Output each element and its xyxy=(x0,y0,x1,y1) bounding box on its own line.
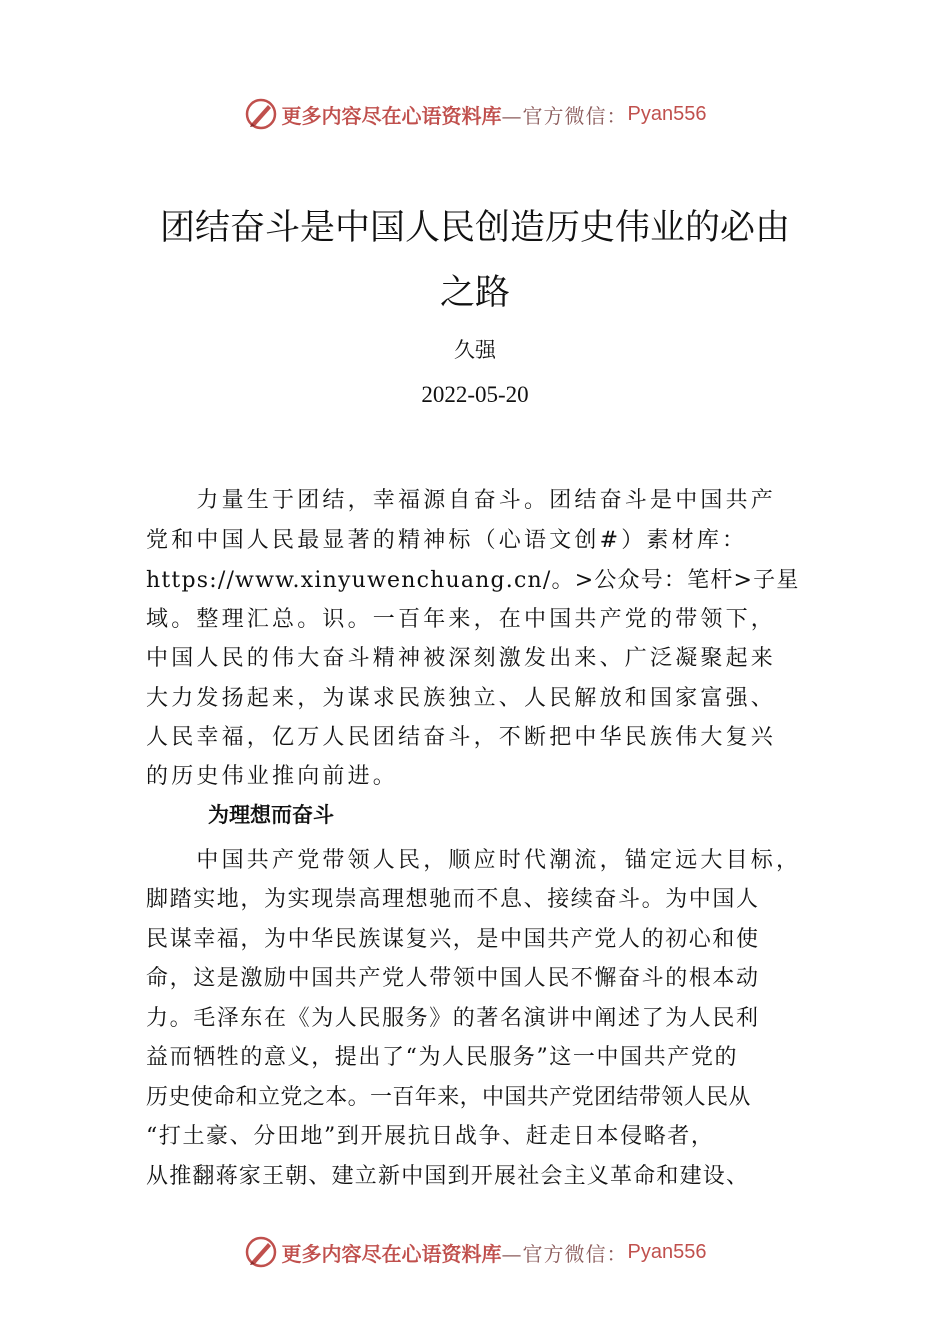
paragraph-line: 党和中国人民最显著的精神标（心语文创#）素材库： xyxy=(146,528,748,553)
banner-text: 更多内容尽在心语资料库 xyxy=(281,103,502,128)
pen-logo-icon xyxy=(244,97,278,131)
paragraph-line: 历史使命和立党之本。一百年来，中国共产党团结带领人民从 xyxy=(146,1085,751,1110)
document-title-line-2: 之路 xyxy=(439,273,510,313)
paragraph-line: 从推翻蒋家王朝、建立新中国到开展社会主义革命和建设、 xyxy=(146,1164,750,1189)
paragraph-line: 民谋幸福，为中华民族谋复兴，是中国共产党人的初心和使 xyxy=(146,927,760,952)
paragraph-line: 力。毛泽东在《为人民服务》的著名演讲中阐述了为人民利 xyxy=(146,1006,760,1031)
paragraph-line: 益而牺牲的意义，提出了“为人民服务”这一中国共产党的 xyxy=(146,1045,739,1070)
document-title-line-1: 团结奋斗是中国人民创造历史伟业的必由 xyxy=(159,208,790,248)
publish-date: 2022-05-20 xyxy=(421,382,529,407)
paragraph-line: 力量生于团结，幸福源自奋斗。团结奋斗是中国共产 xyxy=(146,488,777,513)
paragraph-line: 脚踏实地，为实现崇高理想驰而不息、接续奋斗。为中国人 xyxy=(146,887,760,912)
paragraph-line: https://www.xinyuwenchuang.cn/。>公众号：笔杆>子星 xyxy=(146,568,800,593)
paragraph-line: 人民幸福，亿万人民团结奋斗，不断把中华民族伟大复兴 xyxy=(146,725,777,750)
banner-wechat-id: Pyan556 xyxy=(627,102,707,125)
banner-wechat-id: Pyan556 xyxy=(627,1240,707,1263)
watermark-banner-top xyxy=(0,94,950,134)
watermark-banner-bottom xyxy=(0,1232,950,1272)
paragraph-line: 中国人民的伟大奋斗精神被深刻激发出来、广泛凝聚起来 xyxy=(146,646,777,671)
paragraph-line: “打土豪、分田地”到开展抗日战争、赶走日本侵略者， xyxy=(146,1124,715,1149)
banner-wechat-label: —官方微信： xyxy=(501,103,628,128)
paragraph-line: 中国共产党带领人民，顺应时代潮流，锚定远大目标， xyxy=(146,848,802,873)
paragraph-line: 的历史伟业推向前进。 xyxy=(146,764,399,789)
pen-logo-icon xyxy=(244,1235,278,1269)
paragraph-line: 命，这是激励中国共产党人带领中国人民不懈奋斗的根本动 xyxy=(146,966,760,991)
paragraph-line: 大力发扬起来，为谋求民族独立、人民解放和国家富强、 xyxy=(146,686,777,711)
banner-text: 更多内容尽在心语资料库 xyxy=(281,1241,502,1266)
section-heading: 为理想而奋斗 xyxy=(208,803,334,827)
author: 久强 xyxy=(454,338,496,362)
paragraph-line: 域。整理汇总。识。一百年来，在中国共产党的带领下， xyxy=(146,607,777,632)
banner-wechat-label: —官方微信： xyxy=(501,1241,628,1266)
